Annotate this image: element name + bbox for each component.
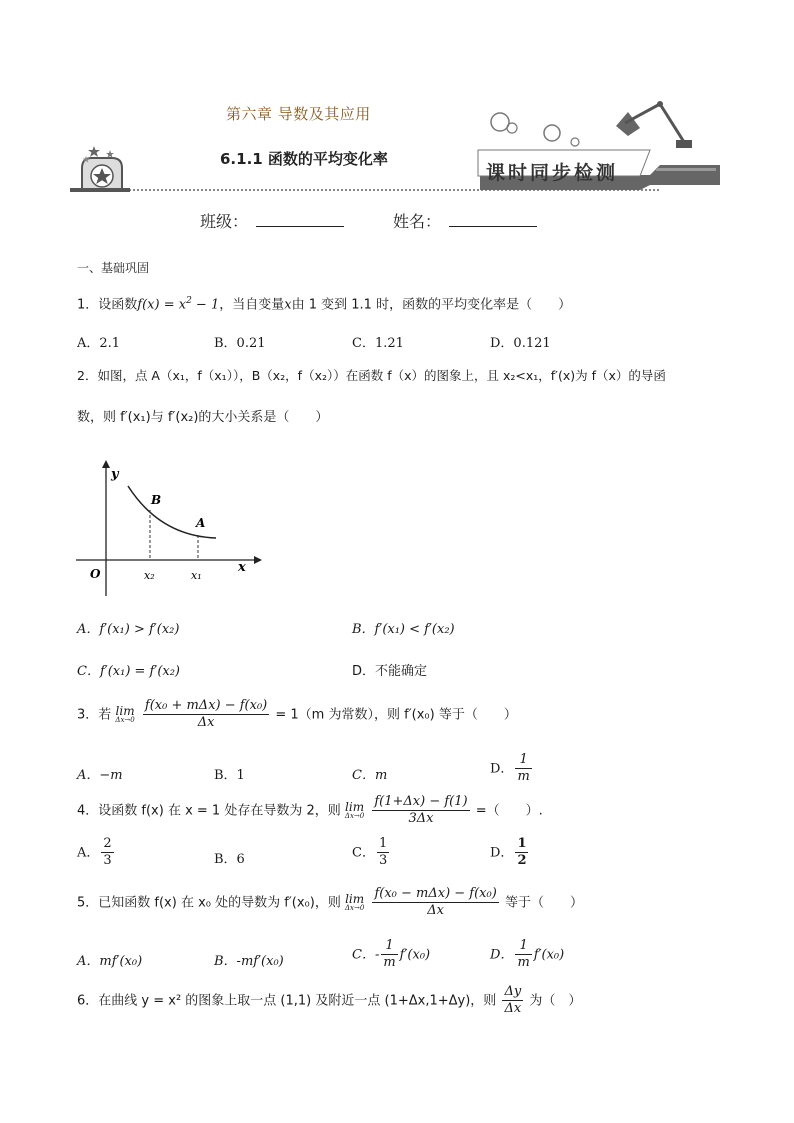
q1-option-d[interactable]: D．0.121 <box>490 336 551 351</box>
x1-label: x₁ <box>191 569 202 582</box>
point-a-label: A <box>196 516 206 530</box>
q1-option-c[interactable]: C．1.21 <box>352 336 404 351</box>
q4-option-b[interactable]: B．6 <box>214 852 245 867</box>
question-2-line2: 数，则 f′(x₁)与 f′(x₂)的大小关系是（ ） <box>77 410 329 425</box>
name-blank[interactable] <box>449 212 537 227</box>
q4-option-a[interactable]: A． $\frac{2}{3}$ <box>77 836 112 869</box>
origin-label: O <box>90 567 101 581</box>
question-4: 4．设函数 f(x) 在 x = 1 处存在导数为 2，则 lim Δx→0 $\frac{f(1+\Delta x) - f(1)}{3\Delta x}$ =（ ）. <box>77 794 543 827</box>
x-axis-label: x <box>238 560 246 575</box>
q1-option-b[interactable]: B．0.21 <box>214 336 266 351</box>
class-blank[interactable] <box>256 212 344 227</box>
q2-option-d[interactable]: D．不能确定 <box>352 664 428 679</box>
desk-lamp-icon <box>491 101 692 148</box>
x2-label: x₂ <box>144 569 155 582</box>
question-2-line1: 2．如图，点 A（x₁，f（x₁）），B（x₂，f（x₂））在函数 f（x）的图象上，且 x₂<x₁，f′(x)为 f（x）的导函 <box>77 368 666 383</box>
lesson-title: 6.1.1 函数的平均变化率 <box>220 150 388 168</box>
q3-option-d[interactable]: D． $\frac{1}{m}$ <box>490 752 530 785</box>
q1-option-a[interactable]: A．2.1 <box>77 336 121 351</box>
name-field[interactable] <box>393 209 537 232</box>
question-1: 1．设函数$f(x) = x^2 - 1$，当自变量x由 1 变到 1.1 时，函数的平均变化率是（ ） <box>77 296 572 313</box>
function-graph <box>70 458 270 600</box>
q4-option-d[interactable]: D． $\frac{1}{2}$ <box>490 836 527 869</box>
q5-option-b[interactable]: B．-mf′(x₀) <box>214 954 284 969</box>
class-label: 班级： <box>200 212 249 231</box>
q2-option-a[interactable]: A．f′(x₁) > f′(x₂) <box>77 622 180 637</box>
point-b-label: B <box>151 493 162 507</box>
chapter-title: 第六章 导数及其应用 <box>226 105 371 123</box>
class-field[interactable] <box>200 209 344 232</box>
q5-option-c[interactable]: C．- $\frac{1}{m}$ f′(x₀) <box>352 938 431 971</box>
q2-option-b[interactable]: B．f′(x₁) < f′(x₂) <box>352 622 455 637</box>
question-3: 3．若 lim Δx→0 $\frac{\text{f(x₀ + mΔx) − f(x₀)}}{\Delta x}$ = 1（m 为常数），则 f′(x₀) 等于（ ） <box>77 698 517 731</box>
q5-option-d[interactable]: D． $\frac{1}{m}$ f′(x₀) <box>490 938 565 971</box>
sync-test-badge: 课时同步检测 <box>486 162 619 184</box>
q5-option-a[interactable]: A．mf′(x₀) <box>77 954 143 969</box>
y-axis-label: y <box>111 467 119 482</box>
q3-option-c[interactable]: C．m <box>352 768 388 783</box>
question-6: 6．在曲线 y = x² 的图象上取一点 (1,1) 及附近一点 (1+Δx,1+Δy)，则 $\frac{\Delta y}{\Delta x}$ 为（ ） <box>77 984 582 1017</box>
name-label: 姓名： <box>393 212 442 231</box>
question-5: 5．已知函数 f(x) 在 x₀ 处的导数为 f′(x₀)，则 lim Δx→0 $\frac{\text{f(x₀ − mΔx) − f(x₀)}}{\Delta x}$ 等于（ ） <box>77 886 583 919</box>
section-title: 一、基础巩固 <box>77 261 150 275</box>
q4-option-c[interactable]: C． $\frac{1}{3}$ <box>352 836 388 869</box>
header-banner <box>0 0 794 200</box>
q2-option-c[interactable]: C．f′(x₁) = f′(x₂) <box>77 664 181 679</box>
star-medal-icon <box>70 146 130 192</box>
q3-option-b[interactable]: B．1 <box>214 768 245 783</box>
q3-option-a[interactable]: A．−m <box>77 768 123 783</box>
